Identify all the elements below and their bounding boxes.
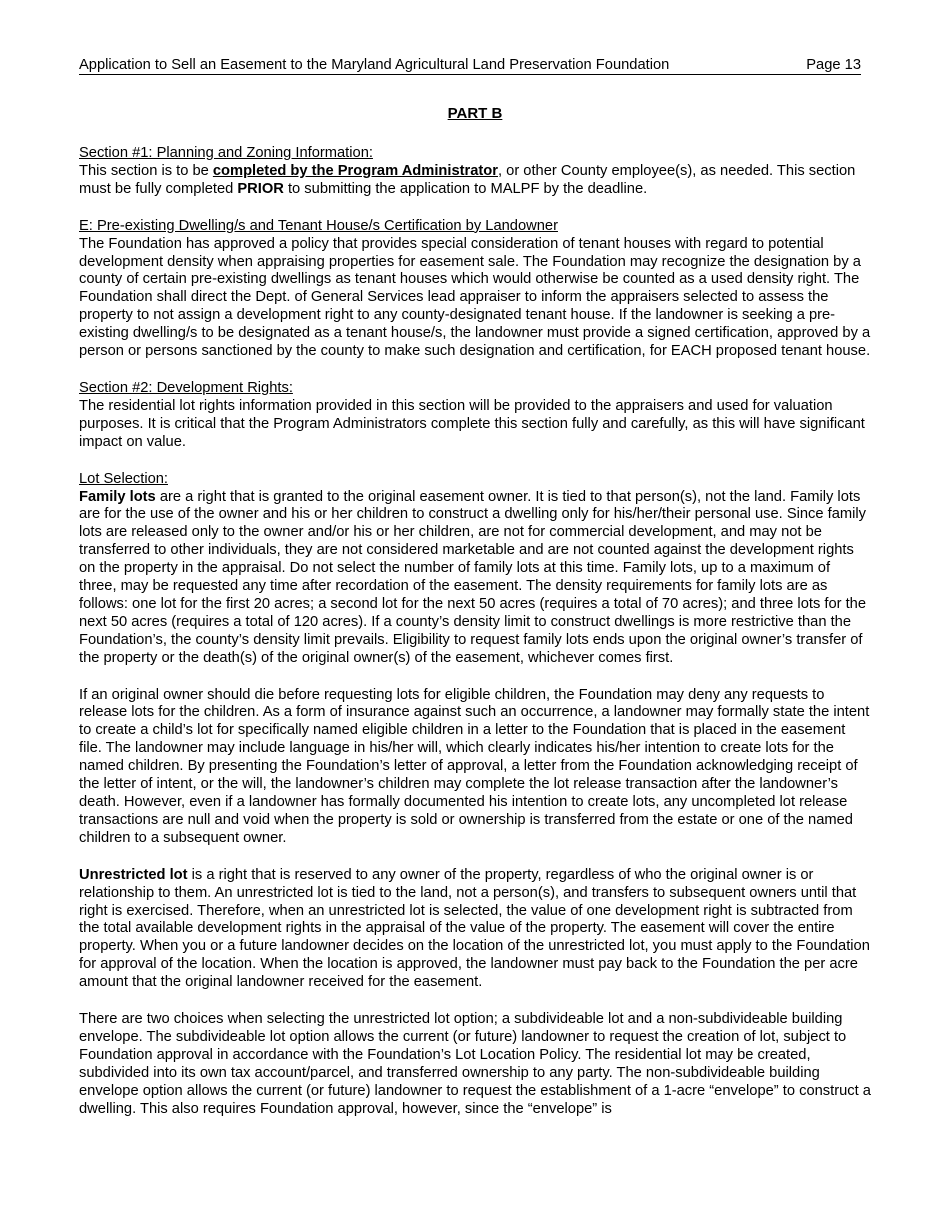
owner-death-paragraph: If an original owner should die before requesting lots for eligible children, the Foundation may deny any requests to release lots for the children. As a form of insurance against such an occurrence, a landowner may formally state the intent to create a child’s lot for specifically named eligible children in a letter to the Foundation that is placed in the easement file. The landowner may include language in his/her will, which clearly indicates his/her intention to create lots for the named children. By presenting the Foundation’s letter of approval, a letter from the Foundation acknowledging receipt of the letter of intent, or the will, the landowner’s children may complete the lot release transaction after the landowner’s death. However, even if a landowner has formally documented his intention to create lots, any uncompleted lot release transactions are null and void when the property is sold or ownership is transferred from the estate or one of the named children to a subsequent owner. (79, 686, 870, 846)
unrestricted-choices-paragraph: There are two choices when selecting the unrestricted lot option; a subdivideable lot and a non-subdivideable building envelope. The subdivideable lot option allows the current (or future) landowner to request the creation of lot, subject to Foundation approval in accordance with the Foundation’s Lot Location Policy. The residential lot may be created, subdivided into its own tax account/parcel, and transferred ownership to any party. The non-subdivideable building envelope option allows the current (or future) landowner to request the establishment of a 1-acre “envelope” to construct a dwelling. This also requires Foundation approval, however, since the “envelope” is (79, 1011, 871, 1117)
section1-prior: PRIOR (237, 180, 284, 197)
family-lots-text: are a right that is granted to the original easement owner. It is tied to that person(s), not the land. Family lots are for the use of the owner and his or her children to construct a dwelling only for his/her/their personal use. Since family lots are released only to the owner and/or his or her children, are not for commercial development, and may not be transferred to other individuals, they are not considered marketable and are not counted against the development rights on the property in the appraisal. Do not select the number of family lots at this time. Family lots, up to a maximum of three, may be requested any time after recordation of the easement. The density requirements for family lots are as follows: one lot for the first 20 acres; a second lot for the next 50 acres (requires a total of 70 acres); and three lots for the next 50 acres (requires a total of 120 acres). If a county’s density limit to construct dwellings is more restrictive than the Foundation’s, the county’s density limit prevails. Eligibility to request family lots ends upon the original owner’s transfer of the property or the death(s) of the original owner(s) of the easement, whichever comes first. (79, 488, 867, 666)
section1-text-pre: This section is to be (79, 162, 213, 179)
unrestricted-lot-paragraph (79, 867, 871, 992)
lot-selection-heading: Lot Selection: (79, 470, 168, 487)
page-number: Page 13 (806, 57, 861, 73)
family-lots-paragraph (79, 489, 871, 668)
sectionE-heading: E: Pre-existing Dwelling/s and Tenant House/s Certification by Landowner (79, 217, 558, 234)
section1-text-post: to submitting the application to MALPF by the deadline. (283, 180, 648, 197)
section1-text (79, 163, 871, 199)
section1-emphasis: completed by the Program Administrator (212, 162, 498, 179)
page-header (79, 56, 861, 75)
family-lots-term: Family lots (79, 488, 156, 505)
header-title: Application to Sell an Easement to the Maryland Agricultural Land Preservation Foundation (79, 57, 670, 73)
document-body (79, 145, 871, 1119)
section2-heading: Section #2: Development Rights: (79, 379, 293, 396)
section1-text-mid: , or other County employee(s), as needed. This section must be fully completed (79, 162, 856, 197)
sectionE-text: The Foundation has approved a policy that provides special consideration of tenant houses with regard to potential development density when appraising properties for easement sale. The Foundation may recognize the designation by a county of certain pre-existing dwellings as tenant houses which would otherwise be counted as a used density right. The Foundation shall direct the Dept. of General Services lead appraiser to inform the appraisers selected to assess the property to not assign a development right to any county-designated tenant house. If the landowner is seeking a pre-existing dwelling/s to be designated as a tenant house/s, the landowner must provide a signed certification, approved by a person or persons sanctioned by the county to make such designation and certification, for EACH proposed tenant house. (79, 235, 871, 360)
part-title: PART B (447, 105, 503, 122)
section1-heading: Section #1: Planning and Zoning Information: (79, 145, 373, 161)
unrestricted-lot-term: Unrestricted lot (79, 866, 188, 883)
unrestricted-lot-text: is a right that is reserved to any owner of the property, regardless of who the original owner is or relationship to them. An unrestricted lot is tied to the land, not a person(s), and transfers to subsequent owners until that right is exercised. Therefore, when an unrestricted lot is selected, the value of one development right is subtracted from the total available development rights in the appraisal of the value of the property. The easement will cover the entire property. When you or a future landowner decides on the location of the unrestricted lot, you must apply to the Foundation for approval of the location. When the location is approved, the landowner must pay back to the Foundation the per acre amount that the original landowner received for the easement. (79, 866, 870, 991)
section2-text: The residential lot rights information provided in this section will be provided to the appraisers and used for valuation purposes. It is critical that the Program Administrators complete this section fully and carefully, as this will have significant impact on value. (79, 397, 865, 450)
